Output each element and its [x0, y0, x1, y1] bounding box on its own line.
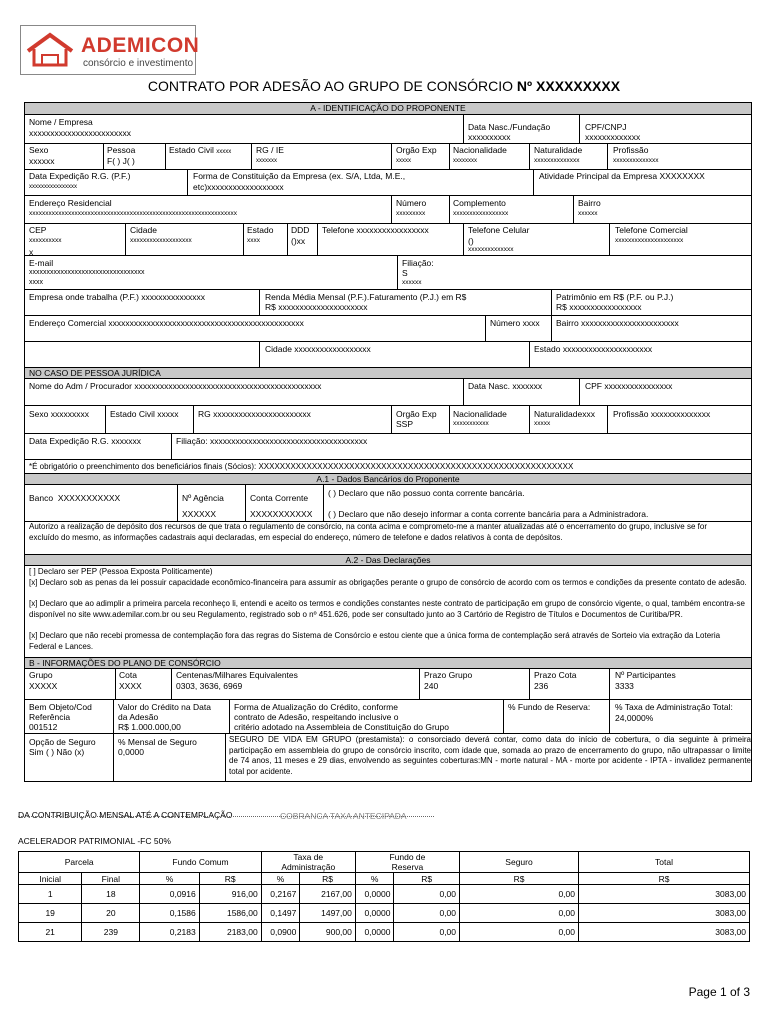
cell-fr-rs: 0,00 — [394, 904, 460, 923]
email-field[interactable]: xxxxxxxxxxxxxxxxxxxxxxxxxxxxxxxxx — [29, 269, 145, 276]
declaration-contemplation[interactable]: [x] Declaro que não recebi promessa de contemplação fora das regras do Sistema de Consórcio e estou ciente que a única forma de contemplação será através de Sorteio via extração da Loteria Federal e Lances. — [29, 631, 721, 651]
bank-field[interactable]: XXXXXXXXXXX — [57, 493, 121, 503]
zip-label: CEP — [29, 225, 47, 235]
col-fundo-comum: Fundo Comum — [140, 852, 261, 873]
district-field[interactable]: xxxxxx — [578, 210, 598, 217]
reserve-fund-label: % Fundo de Reserva: — [508, 702, 591, 712]
issuer-label: Orgão Exp — [396, 145, 437, 155]
cell-seg: 0,00 — [460, 923, 579, 942]
group-label: Grupo — [29, 670, 53, 680]
payment-overprint: COBRANCA TAXA ANTECIPADA — [280, 811, 407, 821]
bank-data-header: A.1 - Dados Bancários do Proponente — [25, 473, 751, 485]
income-label: Renda Média Mensal (P.F.).Faturamento (P.J.) em R$ — [265, 292, 467, 302]
area-code-field[interactable]: ()xx — [291, 236, 306, 246]
admin-parents-label: Filiação: xxxxxxxxxxxxxxxxxxxxxxxxxxxxxxxxxxxxx — [176, 436, 368, 446]
email-field-cont[interactable]: xxxx — [29, 279, 43, 286]
col-seguro: Seguro — [460, 852, 579, 873]
no-inform-option[interactable]: ( ) Declaro que não desejo informar a conta corrente bancária para a Administradora. — [328, 509, 649, 519]
state-label: Estado — [247, 225, 274, 235]
profession-field[interactable]: xxxxxxxxxxxxxx — [613, 157, 659, 164]
state-field[interactable]: xxxx — [247, 237, 260, 244]
marital-status-field[interactable]: xxxxx — [216, 149, 232, 155]
declarations-header: A.2 - Das Declarações — [25, 554, 751, 566]
sub-seg-rs: R$ — [460, 873, 579, 885]
cell-fc-pct: 0,1586 — [140, 904, 199, 923]
admin-birthplace-field[interactable]: xxxxx — [534, 420, 551, 427]
cell-final: 239 — [82, 923, 140, 942]
account-field[interactable]: XXXXXXXXXXX — [250, 509, 313, 519]
monthly-insurance-label: % Mensal de Seguro — [118, 737, 197, 747]
business-phone-label: Telefone Comercial — [615, 225, 688, 235]
cell-ta-rs: 900,00 — [300, 923, 356, 942]
credit-value-label: Valor do Crédito na Data — [118, 702, 211, 712]
employer-label: Empresa onde trabalha (P.F.) xxxxxxxxxxxxxxx — [29, 292, 206, 302]
payment-table — [18, 851, 750, 942]
cell-fr-pct: 0,0000 — [355, 923, 394, 942]
business-number-label: Número xxxx — [490, 318, 540, 328]
income-field[interactable]: R$ xxxxxxxxxxxxxxxxxxxxx — [265, 302, 368, 312]
declaration-pep[interactable]: [ ] Declaro ser PEP (Pessoa Exposta Politicamente) — [29, 567, 213, 576]
profession-label: Profissão — [613, 145, 649, 155]
bank-label-text: Banco — [29, 493, 54, 503]
branch-field[interactable]: XXXXXX — [182, 509, 217, 519]
assets-label: Patrimônio em R$ (P.F. ou P.J.) — [556, 292, 674, 302]
sub-total-rs: R$ — [579, 873, 750, 885]
credit-value: R$ 1.000.000,00 — [118, 722, 181, 732]
admin-name-label: Nome do Adm / Procurador xxxxxxxxxxxxxxxxxxxxxxxxxxxxxxxxxxxxxxxxxxxx — [29, 381, 322, 391]
business-city-label: Cidade xxxxxxxxxxxxxxxxxx — [265, 344, 371, 354]
credit-value-label-2: da Adesão — [118, 712, 159, 722]
declaration-capacity[interactable]: [x] Declaro sob as penas da lei possuir capacidade econômico-financeira para assumir as obrigações perante o grupo de consórcio de acordo com os termos e condições da presente contato de adesão. — [29, 578, 747, 587]
cell-fc-rs: 2183,00 — [199, 923, 261, 942]
declaration-terms[interactable]: [x] Declaro que ao adimplir a primeira parcela reconheço li, entendi e aceito os termos e condições constantes neste contrato de participação em grupo de consórcio vigente, o qual, também encontra-se disponível no site www.ademilar.com.br ou seu Regulamento, registrado sob o nº 451.626, pode ser consultado junto ao 3 Cartório de Registro de Títulos e Documentos de Curitiba/PR. — [29, 599, 745, 619]
admin-nationality-field[interactable]: xxxxxxxxxxx — [453, 420, 489, 427]
cell-total: 3083,00 — [579, 885, 750, 904]
cell-fr-pct: 0,0000 — [355, 885, 394, 904]
plan-info-header: B - INFORMAÇÕES DO PLANO DE CONSÓRCIO — [25, 657, 751, 669]
asset-code-label: Bem Objeto/Cod — [29, 702, 92, 712]
cell-fc-rs: 1586,00 — [199, 904, 261, 923]
parents-field-cont[interactable]: xxxxxx — [402, 279, 422, 286]
birthdate-field[interactable]: xxxxxxxxxx — [468, 132, 511, 142]
cell-final: 18 — [82, 885, 140, 904]
table-row — [19, 923, 750, 942]
table-row — [19, 885, 750, 904]
cpf-label: CPF/CNPJ — [585, 122, 627, 132]
zip-field[interactable]: xxxxxxxxxx — [29, 237, 62, 244]
phone-label: Telefone xxxxxxxxxxxxxxxxx — [322, 225, 429, 235]
company-type-label: Forma de Constituição da Empresa (ex. S/A, Ltda, M.E., — [193, 171, 406, 181]
cell-total: 3083,00 — [579, 923, 750, 942]
life-insurance-text: SEGURO DE VIDA EM GRUPO (prestamista): o consorciado deverá contar, como data do início de cobertura, o dia seguinte à primeira participação em assembleia do grupo de consórcio inscrito, com idade que, somada ao prazo de encerramento do grupo, não ultrapassar o limite de 74 anos, 11 meses e 29 dias, envolvendo as seguintes coberturas:MN - morte natural - MA - morte por acidente - IPTA - invalidez permanente total por acidente. — [229, 735, 751, 776]
col-fundo-reserva — [355, 852, 459, 873]
contract-title — [0, 78, 768, 94]
plan-name: ACELERADOR PATRIMONIAL -FC 50% — [18, 836, 171, 846]
sub-inicial: Inicial — [19, 873, 82, 885]
parents-field[interactable]: S — [402, 268, 408, 278]
logo-name: ADEMICON — [81, 34, 200, 57]
account-label: Conta Corrente — [250, 493, 309, 503]
group-term-value: 240 — [424, 681, 439, 691]
admin-profession-label: Profissão xxxxxxxxxxxxxx — [613, 409, 711, 419]
assets-field[interactable]: R$ xxxxxxxxxxxxxxxxx — [556, 302, 642, 312]
business-district-label: Bairro xxxxxxxxxxxxxxxxxxxxxxx — [556, 318, 679, 328]
cell-inicial: 1 — [19, 885, 82, 904]
main-activity-label: Atividade Principal da Empresa XXXXXXXX — [539, 171, 705, 181]
cell-fc-rs: 916,00 — [199, 885, 261, 904]
cell-ta-pct: 0,2167 — [261, 885, 300, 904]
marital-status-label-text: Estado Civil — [169, 145, 214, 155]
sub-fr-pct: % — [355, 873, 394, 885]
mobile-ddd-field[interactable]: () — [468, 236, 474, 246]
complement-label: Complemento — [453, 198, 506, 208]
col-fundo-reserva-1: Fundo de — [389, 852, 426, 862]
home-address-field[interactable]: xxxxxxxxxxxxxxxxxxxxxxxxxxxxxxxxxxxxxxxxxxxxxxxxxxxxxxxxxxxxxxxx — [29, 210, 237, 217]
cell-ta-rs: 2167,00 — [300, 885, 356, 904]
proposal-form — [24, 102, 752, 782]
x-mark: x — [29, 247, 34, 257]
admin-rg-date-label: Data Expedição R.G. xxxxxxx — [29, 436, 141, 446]
cell-inicial: 19 — [19, 904, 82, 923]
quota-label: Cota — [119, 670, 137, 680]
col-parcela: Parcela — [19, 852, 140, 873]
col-taxa-adm-1: Taxa de — [293, 852, 324, 862]
business-state-label: Estado xxxxxxxxxxxxxxxxxxxxx — [534, 344, 653, 354]
update-form-text-1: Forma de Atualização do Crédito, conforme — [234, 702, 398, 712]
birthdate-label: Data Nasc./Fundação — [468, 122, 551, 132]
city-label: Cidade — [130, 225, 157, 235]
cpf-field[interactable]: xxxxxxxxxxxxx — [585, 132, 641, 142]
admin-rg-label: RG xxxxxxxxxxxxxxxxxxxxxxx — [198, 409, 311, 419]
sub-final: Final — [82, 873, 140, 885]
number-field[interactable]: xxxxxxxxx — [396, 210, 426, 217]
asset-ref-label: Referência — [29, 712, 71, 722]
col-total: Total — [579, 852, 750, 873]
business-address-label: Endereço Comercial xxxxxxxxxxxxxxxxxxxxxxxxxxxxxxxxxxxxxxxxxxxxxx — [29, 318, 304, 328]
city-field[interactable]: xxxxxxxxxxxxxxxxxxx — [130, 237, 192, 244]
cell-fr-rs: 0,00 — [394, 885, 460, 904]
page-number: Page 1 of 3 — [688, 985, 750, 999]
admin-birthdate-label: Data Nasc. xxxxxxx — [468, 381, 543, 391]
name-label: Nome / Empresa — [29, 117, 93, 127]
company-type-field[interactable]: etc)xxxxxxxxxxxxxxxxxx — [193, 182, 284, 192]
admin-marital-label: Estado Civil xxxxx — [110, 409, 179, 419]
logo-tagline: consórcio e investimento — [83, 58, 194, 69]
area-code-label: DDD — [291, 225, 310, 235]
cell-inicial: 21 — [19, 923, 82, 942]
col-taxa-adm-2: Administração — [281, 862, 336, 872]
district-label: Bairro — [578, 198, 601, 208]
mobile-label: Telefone Celular — [468, 225, 530, 235]
person-type-label: Pessoa — [107, 145, 136, 155]
contract-title-text: CONTRATO POR ADESÃO AO GRUPO DE CONSÓRCIO — [147, 78, 514, 94]
rg-issue-date-label: Data Expedição R.G. (P.F.) — [29, 171, 131, 181]
quota-term-value: 236 — [534, 681, 549, 691]
admin-nationality-label: Nacionalidade — [453, 409, 507, 419]
cell-fc-pct: 0,0916 — [140, 885, 199, 904]
number-label: Número — [396, 198, 427, 208]
cell-final: 20 — [82, 904, 140, 923]
cell-ta-pct: 0,0900 — [261, 923, 300, 942]
admin-fee-label: % Taxa de Administração Total: — [615, 702, 733, 712]
complement-field[interactable]: xxxxxxxxxxxxxxxxx — [453, 210, 509, 217]
issuer-field[interactable]: xxxxx — [396, 158, 411, 164]
rg-issue-date-field[interactable]: xxxxxxxxxxxxxxxx — [29, 184, 77, 190]
birthplace-label: Naturalidade — [534, 145, 583, 155]
equivalents-label: Centenas/Milhares Equivalentes — [176, 670, 298, 680]
sub-fc-rs: R$ — [199, 873, 261, 885]
rg-label: RG / IE — [256, 145, 284, 155]
sex-label: Sexo — [29, 145, 49, 155]
contract-number: Nº XXXXXXXXX — [516, 78, 621, 94]
group-term-label: Prazo Grupo — [424, 670, 473, 680]
col-fundo-reserva-2: Reserva — [391, 862, 424, 872]
legal-entity-header: NO CASO DE PESSOA JURÍDICA — [25, 367, 751, 379]
quota-term-label: Prazo Cota — [534, 670, 577, 680]
nationality-label: Nacionalidade — [453, 145, 507, 155]
name-field[interactable]: xxxxxxxxxxxxxxxxxxxxxxxx — [29, 128, 131, 138]
sub-fr-rs: R$ — [394, 873, 460, 885]
birthplace-field[interactable]: xxxxxxxxxxxxxx — [534, 157, 580, 164]
section-a-header: A - IDENTIFICAÇÃO DO PROPONENTE — [25, 103, 751, 115]
sub-ta-rs: R$ — [300, 873, 356, 885]
no-account-option[interactable]: ( ) Declaro que não possuo conta corrente bancária. — [328, 488, 525, 498]
monthly-insurance-value: 0,0000 — [118, 747, 144, 757]
admin-cpf-label: CPF xxxxxxxxxxxxxxxx — [585, 381, 673, 391]
cell-total: 3083,00 — [579, 904, 750, 923]
admin-sex-label: Sexo xxxxxxxxx — [29, 409, 89, 419]
update-form-text-2: contrato de Adesão, respeitando inclusive o — [234, 712, 399, 722]
sub-ta-pct: % — [261, 873, 300, 885]
admin-issuer-field[interactable]: SSP — [396, 419, 414, 429]
update-form-text-3: critério adotado na Assembleia de Constituição do Grupo — [234, 722, 449, 732]
insurance-option-label: Opção de Seguro — [29, 737, 96, 747]
table-row — [19, 904, 750, 923]
cell-seg: 0,00 — [460, 904, 579, 923]
col-taxa-adm — [261, 852, 355, 873]
mobile-field[interactable]: xxxxxxxxxxxxxx — [468, 246, 514, 253]
cell-fc-pct: 0,2183 — [140, 923, 199, 942]
insurance-option-value[interactable]: Sim ( ) Não (x) — [29, 747, 85, 757]
quota-value: XXXX — [119, 681, 142, 691]
cell-fr-rs: 0,00 — [394, 923, 460, 942]
equivalents-value: 0303, 3636, 6969 — [176, 681, 243, 691]
home-address-label: Endereço Residencial — [29, 198, 112, 208]
business-phone-field[interactable]: xxxxxxxxxxxxxxxxxxxxx — [615, 237, 684, 244]
deposit-authorization: Autorizo a realização de depósito dos recursos de que trata o regulamento de consórcio, na conta acima e comprometo-me a manter atualizadas até o encerramento do grupo, inclusive se for excluído do mesmo, as informações cadastrais aqui declaradas, em especial do endereço, número de telefone e dados relativos à conta de depósitos. — [29, 522, 707, 542]
parents-label: Filiação: — [402, 258, 434, 268]
admin-birthplace-label: Naturalidadexxx — [534, 409, 595, 419]
cell-seg: 0,00 — [460, 885, 579, 904]
beneficiaries-notice: *É obrigatório o preenchimento dos beneficiários finais (Sócios): XXXXXXXXXXXXXXXXXXXXXXXXXXXXXXXXXXXXXXXXXXXXXXXXXXXXXXXXXXX — [29, 462, 574, 471]
nationality-field[interactable]: xxxxxxxx — [453, 158, 477, 164]
marital-status-label — [169, 145, 231, 157]
rg-field[interactable]: xxxxxxx — [256, 158, 277, 164]
asset-code-value: 001512 — [29, 722, 58, 732]
participants-label: Nº Participantes — [615, 670, 676, 680]
admin-issuer-label: Orgão Exp — [396, 409, 437, 419]
sub-fc-pct: % — [140, 873, 199, 885]
bank-label — [29, 493, 120, 503]
branch-label: Nº Agência — [182, 493, 224, 503]
company-logo — [20, 25, 200, 75]
cell-ta-pct: 0,1497 — [261, 904, 300, 923]
admin-fee-value: 24,0000% — [615, 713, 654, 723]
cell-fr-pct: 0,0000 — [355, 904, 394, 923]
house-logo-icon — [24, 29, 80, 71]
payment-title-underline — [18, 816, 434, 817]
group-value: XXXXX — [29, 681, 58, 691]
person-type-field[interactable]: F( ) J( ) — [107, 156, 135, 166]
payment-title: DA CONTRIBUIÇÃO MENSAL ATÉ A CONTEMPLAÇÃO — [18, 810, 233, 820]
sex-field[interactable]: xxxxxx — [29, 156, 55, 166]
cell-ta-rs: 1497,00 — [300, 904, 356, 923]
email-label: E-mail — [29, 258, 54, 268]
participants-value: 3333 — [615, 681, 634, 691]
